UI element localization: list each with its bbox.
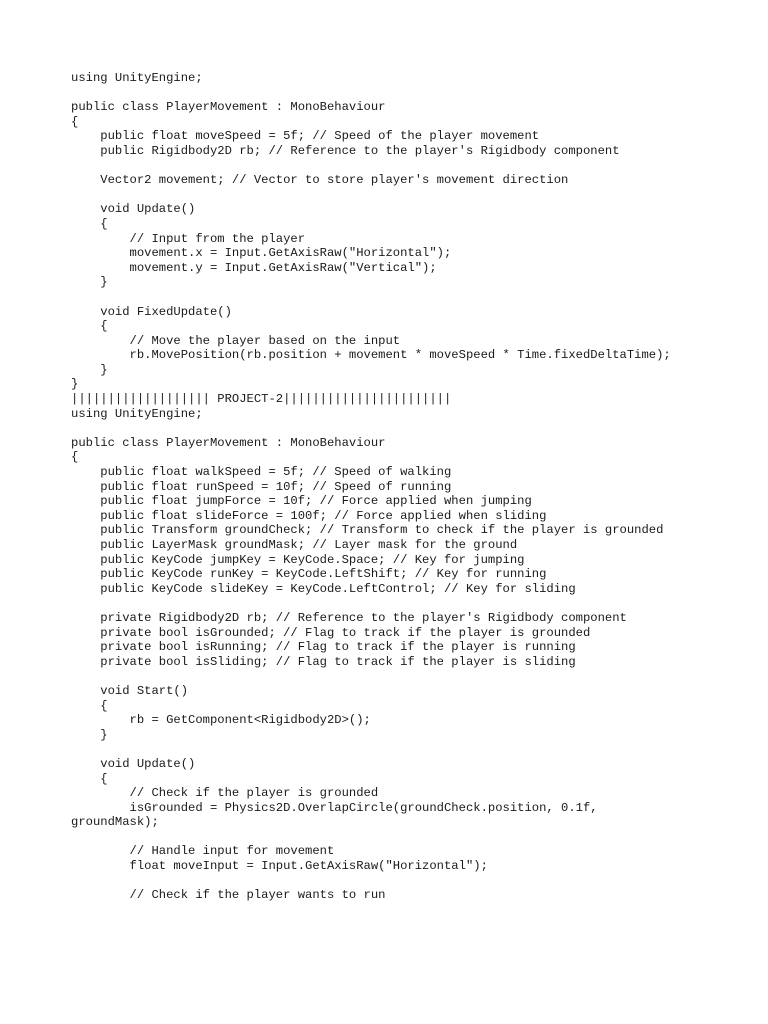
code-line: public class PlayerMovement : MonoBehaviour	[71, 435, 386, 450]
code-line: movement.x = Input.GetAxisRaw("Horizontal");	[71, 246, 452, 261]
code-line: {	[71, 319, 108, 334]
code-line: // Check if the player wants to run	[71, 888, 386, 903]
code-line: // Input from the player	[71, 231, 306, 246]
code-line: // Handle input for movement	[71, 844, 335, 859]
code-line: public KeyCode slideKey = KeyCode.LeftControl; // Key for sliding	[71, 581, 576, 596]
code-line	[71, 421, 751, 436]
code-line: public float walkSpeed = 5f; // Speed of walking	[71, 465, 452, 480]
code-line: public Transform groundCheck; // Transform to check if the player is grounded	[71, 523, 664, 538]
code-line: Vector2 movement; // Vector to store player's movement direction	[71, 173, 569, 188]
code-line: public float moveSpeed = 5f; // Speed of the player movement	[71, 129, 540, 144]
code-line: private bool isRunning; // Flag to track if the player is running	[71, 640, 576, 655]
code-line: float moveInput = Input.GetAxisRaw("Horizontal");	[71, 859, 488, 874]
code-line	[71, 290, 751, 305]
code-line: }	[71, 727, 108, 742]
code-line: public LayerMask groundMask; // Layer mask for the ground	[71, 538, 518, 552]
code-line	[71, 830, 751, 845]
code-line	[71, 596, 751, 611]
code-line: public float slideForce = 100f; // Force applied when sliding	[71, 508, 547, 523]
code-line	[71, 188, 751, 203]
code-line: rb = GetComponent<Rigidbody2D>();	[71, 713, 371, 728]
code-line: public KeyCode runKey = KeyCode.LeftShift; // Key for running	[71, 567, 547, 582]
code-line: using UnityEngine;	[71, 406, 203, 421]
code-line: }	[71, 377, 79, 392]
code-document	[71, 71, 751, 903]
code-line: {	[71, 771, 108, 786]
code-line: movement.y = Input.GetAxisRaw("Vertical");	[71, 260, 437, 275]
code-line: private Rigidbody2D rb; // Reference to the player's Rigidbody component	[71, 610, 627, 625]
code-line: groundMask);	[71, 815, 159, 830]
code-line	[71, 669, 751, 684]
code-line: void FixedUpdate()	[71, 304, 232, 319]
code-line: {	[71, 450, 79, 465]
code-line: private bool isSliding; // Flag to track if the player is sliding	[71, 654, 576, 669]
code-line: void Update()	[71, 202, 196, 217]
code-line	[71, 742, 751, 757]
code-line: public class PlayerMovement : MonoBehaviour	[71, 100, 386, 115]
code-line	[71, 159, 751, 174]
code-line: public KeyCode jumpKey = KeyCode.Space; // Key for jumping	[71, 552, 525, 567]
code-line: {	[71, 698, 108, 713]
code-line: }	[71, 275, 108, 290]
code-line: isGrounded = Physics2D.OverlapCircle(groundCheck.position, 0.1f,	[71, 800, 598, 815]
code-line: rb.MovePosition(rb.position + movement * moveSpeed * Time.fixedDeltaTime);	[71, 348, 671, 363]
code-line: using UnityEngine;	[71, 71, 203, 85]
code-line: public float runSpeed = 10f; // Speed of running	[71, 479, 452, 494]
code-line: {	[71, 114, 79, 129]
code-line: // Check if the player is grounded	[71, 786, 379, 801]
code-line	[71, 86, 751, 101]
code-line: void Update()	[71, 756, 196, 771]
code-line: public Rigidbody2D rb; // Reference to the player's Rigidbody component	[71, 143, 620, 158]
code-line: // Move the player based on the input	[71, 333, 401, 348]
code-line: {	[71, 216, 108, 231]
code-line: public float jumpForce = 10f; // Force applied when jumping	[71, 494, 532, 509]
code-line: void Start()	[71, 683, 189, 698]
code-line: private bool isGrounded; // Flag to track if the player is grounded	[71, 625, 591, 640]
code-line	[71, 874, 751, 889]
code-line: }	[71, 362, 108, 377]
project-divider: ||||||||||||||||||| PROJECT-2|||||||||||||||||||||||	[71, 392, 452, 407]
